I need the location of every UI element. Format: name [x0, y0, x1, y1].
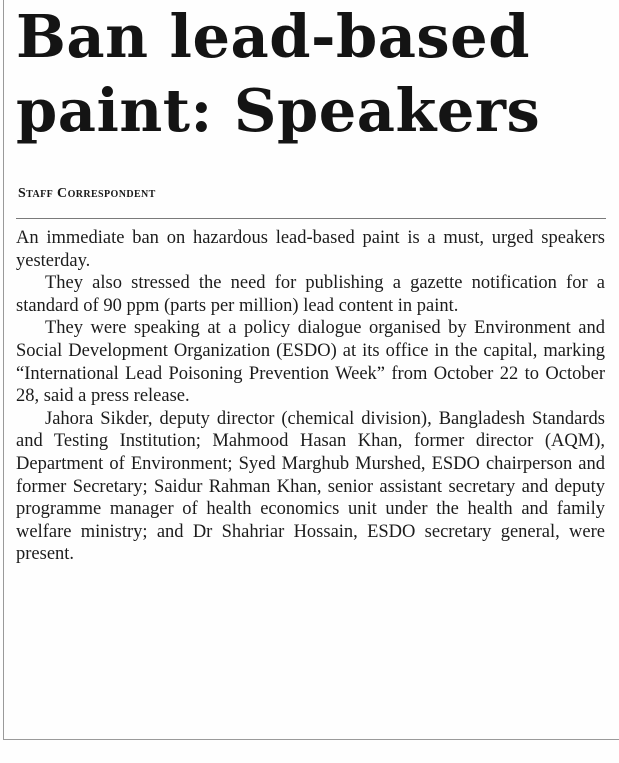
headline-line-2: paint: Speakers — [16, 76, 541, 145]
headline-line-1: Ban lead-based — [16, 2, 530, 71]
article-body — [16, 227, 605, 566]
byline: Staff Correspondent — [18, 186, 156, 201]
article-paragraph-3: They were speaking at a policy dialogue organised by Environment and Social Development Organization (ESDO) at its office in the capital, marking “International Lead Poisoning Prevention Week” from October 22 to October 28, said a press release. — [16, 318, 605, 407]
byline-divider — [16, 218, 606, 219]
column-rule-left — [3, 0, 4, 740]
headline — [16, 0, 616, 148]
column-rule-bottom — [3, 739, 619, 740]
article-paragraph-2: They also stressed the need for publishing a gazette notification for a standard of 90 ppm (parts per million) lead content in paint. — [16, 273, 605, 316]
article-paragraph-4: Jahora Sikder, deputy director (chemical division), Bangladesh Standards and Testing Institution; Mahmood Hasan Khan, former director (AQM), Department of Environment; Syed Marghub Murshed, ESDO chairperson and former Secretary; Saidur Rahman Khan, senior assistant secretary and deputy programme manager of health economics unit under the health and family welfare ministry; and Dr Shahriar Hossain, ESDO secretary general, were present. — [16, 408, 605, 565]
article-paragraph-1: An immediate ban on hazardous lead-based paint is a must, urged speakers yesterday. — [16, 228, 605, 271]
